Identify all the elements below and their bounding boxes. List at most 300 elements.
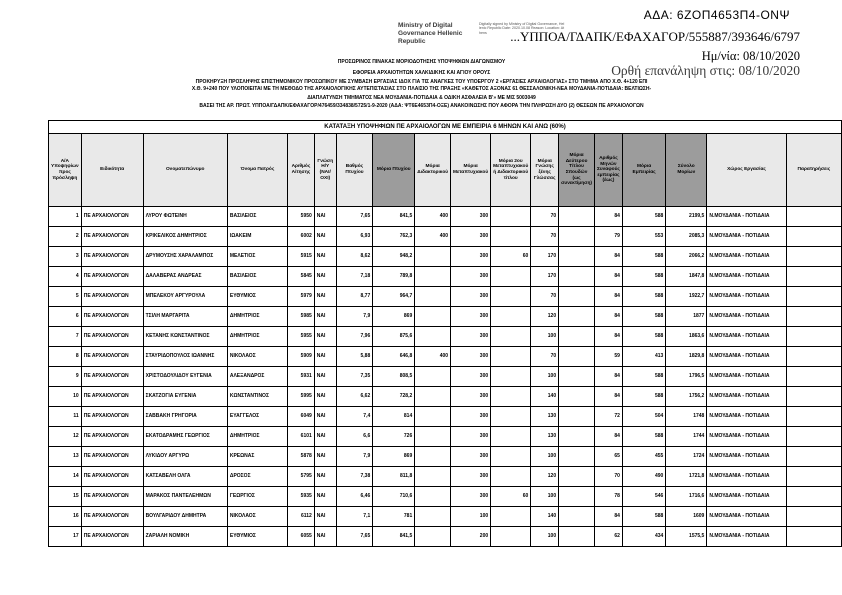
cell-work-place: Ν.ΜΟΥΔΑΝΙΑ - ΠΟΤΙΔΑΙΑ	[707, 487, 786, 507]
cell-experience-months: 78	[594, 487, 622, 507]
cell-full-name: ΧΡΙΣΤΟΔΟΥΛΙΔΟΥ ΕΥΓΕΝΙΑ	[143, 367, 227, 387]
table-row	[49, 527, 842, 547]
cell-degree-grade: 7,4	[336, 407, 373, 427]
table-row	[49, 427, 842, 447]
cell-second-degree-points	[559, 247, 595, 267]
cell-msc-points: 300	[451, 427, 491, 447]
cell-remarks	[786, 407, 841, 427]
cell-second-degree-points	[559, 307, 595, 327]
cell-degree-grade: 7,18	[336, 267, 373, 287]
cell-experience-months: 84	[594, 367, 622, 387]
cell-experience-months: 84	[594, 427, 622, 447]
cell-work-place: Ν.ΜΟΥΔΑΝΙΑ - ΠΟΤΙΔΑΙΑ	[707, 267, 786, 287]
cell-second-degree-points	[559, 207, 595, 227]
cell-aa: 6	[49, 307, 82, 327]
cell-specialty: ΠΕ ΑΡΧΑΙΟΛΟΓΩΝ	[81, 327, 143, 347]
cell-degree-points: 814	[373, 407, 415, 427]
cell-experience-points: 504	[622, 407, 665, 427]
cell-language-points: 140	[531, 507, 559, 527]
cell-phd-points	[415, 407, 451, 427]
cell-computer-skills: ΝΑΙ	[314, 387, 336, 407]
cell-father-name: ΔΗΜΗΤΡΙΟΣ	[227, 327, 287, 347]
signature-org-label: Ministry of Digital Governance Hellenic Republic	[398, 22, 463, 46]
header-cell-phd-points: Μόρια Διδακτορικού	[415, 134, 451, 207]
header-cell-work-place: Χώρος Εργασίας	[707, 134, 786, 207]
correct-repetition-line: Ορθή επανάληψη στις: 08/10/2020	[611, 63, 800, 78]
protocol-number: ...ΥΠΠΟΑ/ΓΔΑΠΚ/ΕΦΑΧΑΓΟΡ/555887/393646/6797	[510, 29, 800, 44]
signature-details: Digitally signed by Ministry of Digital Governance, Hellenic Republic Date: 2020.10.08 Reason: Location: Athens	[479, 22, 565, 35]
cell-second-msc-points	[491, 327, 531, 347]
cell-work-place: Ν.ΜΟΥΔΑΝΙΑ - ΠΟΤΙΔΑΙΑ	[707, 447, 786, 467]
cell-second-degree-points	[559, 327, 595, 347]
cell-father-name: ΒΑΣΙΛΕΙΟΣ	[227, 267, 287, 287]
cell-specialty: ΠΕ ΑΡΧΑΙΟΛΟΓΩΝ	[81, 487, 143, 507]
cell-second-degree-points	[559, 367, 595, 387]
cell-msc-points: 300	[451, 467, 491, 487]
cell-remarks	[786, 267, 841, 287]
cell-experience-points: 588	[622, 307, 665, 327]
cell-degree-points: 869	[373, 447, 415, 467]
cell-degree-grade: 7,9	[336, 447, 373, 467]
cell-father-name: ΓΕΩΡΓΙΟΣ	[227, 487, 287, 507]
cell-phd-points	[415, 427, 451, 447]
cell-total-points: 1922,7	[666, 287, 707, 307]
cell-application-no: 5935	[288, 487, 315, 507]
cell-msc-points: 300	[451, 247, 491, 267]
cell-second-degree-points	[559, 467, 595, 487]
cell-experience-points: 588	[622, 207, 665, 227]
cell-full-name: ΚΕΤΑΝΗΣ ΚΩΝΣΤΑΝΤΙΝΟΣ	[143, 327, 227, 347]
header-cell-remarks: Παρατηρήσεις	[786, 134, 841, 207]
cell-degree-grade: 7,38	[336, 467, 373, 487]
cell-experience-months: 70	[594, 467, 622, 487]
cell-msc-points: 200	[451, 527, 491, 547]
cell-specialty: ΠΕ ΑΡΧΑΙΟΛΟΓΩΝ	[81, 527, 143, 547]
cell-full-name: ΔΡΥΜΟΥΣΗΣ ΧΑΡΑΛΑΜΠΟΣ	[143, 247, 227, 267]
cell-degree-grade: 5,88	[336, 347, 373, 367]
cell-msc-points: 300	[451, 287, 491, 307]
cell-work-place: Ν.ΜΟΥΔΑΝΙΑ - ΠΟΤΙΔΑΙΑ	[707, 387, 786, 407]
table-row	[49, 367, 842, 387]
cell-second-msc-points	[491, 287, 531, 307]
table-row	[49, 507, 842, 527]
cell-computer-skills: ΝΑΙ	[314, 467, 336, 487]
cell-work-place: Ν.ΜΟΥΔΑΝΙΑ - ΠΟΤΙΔΑΙΑ	[707, 527, 786, 547]
cell-msc-points: 300	[451, 367, 491, 387]
cell-degree-grade: 7,65	[336, 527, 373, 547]
cell-degree-grade: 7,1	[336, 507, 373, 527]
cell-phd-points	[415, 267, 451, 287]
cell-aa: 11	[49, 407, 82, 427]
cell-total-points: 1829,8	[666, 347, 707, 367]
cell-second-msc-points	[491, 367, 531, 387]
cell-phd-points	[415, 247, 451, 267]
table-row	[49, 447, 842, 467]
document-title: ΠΡΟΣΩΡΙΝΟΣ ΠΙΝΑΚΑΣ ΜΟΡΙΟΔΟΤΗΣΗΣ ΥΠΟΨΗΦΙΩΝ ΔΙΑΓΩΝΙΣΜΟΥ	[337, 59, 506, 65]
cell-degree-points: 948,2	[373, 247, 415, 267]
cell-aa: 8	[49, 347, 82, 367]
cell-second-degree-points	[559, 227, 595, 247]
cell-second-msc-points	[491, 387, 531, 407]
cell-father-name: ΑΛΕΞΑΝΔΡΟΣ	[227, 367, 287, 387]
cell-msc-points: 300	[451, 407, 491, 427]
cell-phd-points	[415, 487, 451, 507]
announcement-line-2: Χ.Θ. 9+240 ΠΟΥ ΥΛΟΠΟΙΕΙΤΑΙ ΜΕ ΤΗ ΜΕΘΟΔΟ ΤΗΣ ΑΡΧΑΙΟΛΟΓΙΚΗΣ ΑΥΤΕΠΙΣΤΑΣΙΑΣ ΣΤΟ ΠΛΑΙΣΙΟ ΤΗΣ ΠΡΑΞΗΣ «ΚΑΘΕΤΟΣ ΑΞΟΝΑΣ 61 ΘΕΣΣΑΛΟΝΙΚΗ-ΝΕΑ ΜΟΥΔΑΝΙΑ-ΠΟΤΙΔΑΙΑ: ΒΕΛΤΙΩΣΗ-	[191, 86, 652, 92]
cell-remarks	[786, 487, 841, 507]
cell-second-msc-points	[491, 527, 531, 547]
cell-full-name: ΣΤΑΥΡΙΔΟΠΟΥΛΟΣ ΙΩΑΝΝΗΣ	[143, 347, 227, 367]
cell-aa: 1	[49, 207, 82, 227]
cell-language-points: 140	[531, 387, 559, 407]
header-cell-msc-points: Μόρια Μεταπτυχιακού	[451, 134, 491, 207]
cell-aa: 10	[49, 387, 82, 407]
header-cell-specialty: Ειδικότητα	[81, 134, 143, 207]
cell-total-points: 1744	[666, 427, 707, 447]
cell-application-no: 5995	[288, 387, 315, 407]
cell-aa: 17	[49, 527, 82, 547]
cell-father-name: ΚΡΕΩΝΑΣ	[227, 447, 287, 467]
cell-application-no: 5979	[288, 287, 315, 307]
cell-full-name: ΣΑΒΒΑΚΗ ΓΡΗΓΟΡΙΑ	[143, 407, 227, 427]
cell-computer-skills: ΝΑΙ	[314, 267, 336, 287]
cell-computer-skills: ΝΑΙ	[314, 287, 336, 307]
table-row	[49, 207, 842, 227]
cell-degree-points: 726	[373, 427, 415, 447]
cell-second-msc-points	[491, 227, 531, 247]
cell-work-place: Ν.ΜΟΥΔΑΝΙΑ - ΠΟΤΙΔΑΙΑ	[707, 427, 786, 447]
cell-application-no: 6101	[288, 427, 315, 447]
cell-work-place: Ν.ΜΟΥΔΑΝΙΑ - ΠΟΤΙΔΑΙΑ	[707, 327, 786, 347]
table-row	[49, 467, 842, 487]
cell-msc-points: 300	[451, 307, 491, 327]
cell-total-points: 1724	[666, 447, 707, 467]
cell-degree-grade: 8,62	[336, 247, 373, 267]
cell-computer-skills: ΝΑΙ	[314, 307, 336, 327]
cell-degree-points: 789,8	[373, 267, 415, 287]
cell-degree-points: 728,2	[373, 387, 415, 407]
cell-application-no: 6049	[288, 407, 315, 427]
cell-specialty: ΠΕ ΑΡΧΑΙΟΛΟΓΩΝ	[81, 467, 143, 487]
cell-second-degree-points	[559, 347, 595, 367]
cell-aa: 9	[49, 367, 82, 387]
cell-degree-grade: 6,46	[336, 487, 373, 507]
cell-computer-skills: ΝΑΙ	[314, 407, 336, 427]
cell-degree-points: 841,5	[373, 207, 415, 227]
cell-remarks	[786, 227, 841, 247]
header-cell-computer-skills: Γνώση Η/Υ (ΝΑΙ/ΟΧΙ)	[314, 134, 336, 207]
ephorate-name: ΕΦΟΡΕΙΑ ΑΡΧΑΙΟΤΗΤΩΝ ΧΑΛΚΙΔΙΚΗΣ ΚΑΙ ΑΓΙΟΥ ΟΡΟΥΣ	[352, 70, 491, 76]
cell-work-place: Ν.ΜΟΥΔΑΝΙΑ - ΠΟΤΙΔΑΙΑ	[707, 207, 786, 227]
cell-specialty: ΠΕ ΑΡΧΑΙΟΛΟΓΩΝ	[81, 247, 143, 267]
cell-degree-points: 781	[373, 507, 415, 527]
cell-language-points: 120	[531, 307, 559, 327]
cell-experience-points: 588	[622, 287, 665, 307]
header-cell-second-degree-points: Μόρια Δεύτερου Τίτλου Σπουδών (ως συνεκτίμηση)	[559, 134, 595, 207]
cell-language-points: 100	[531, 527, 559, 547]
cell-second-msc-points	[491, 427, 531, 447]
cell-experience-months: 65	[594, 447, 622, 467]
cell-application-no: 5878	[288, 447, 315, 467]
cell-experience-months: 84	[594, 247, 622, 267]
cell-language-points: 130	[531, 427, 559, 447]
cell-second-msc-points	[491, 447, 531, 467]
cell-application-no: 5931	[288, 367, 315, 387]
cell-language-points: 70	[531, 207, 559, 227]
ranking-table	[48, 120, 842, 547]
cell-experience-months: 59	[594, 347, 622, 367]
header-cell-experience-points: Μόρια Εμπειρίας	[622, 134, 665, 207]
header-cell-father-name: Όνομα Πατρός	[227, 134, 287, 207]
cell-second-msc-points	[491, 467, 531, 487]
cell-msc-points: 300	[451, 227, 491, 247]
cell-aa: 12	[49, 427, 82, 447]
cell-remarks	[786, 287, 841, 307]
cell-phd-points	[415, 447, 451, 467]
cell-total-points: 1609	[666, 507, 707, 527]
cell-specialty: ΠΕ ΑΡΧΑΙΟΛΟΓΩΝ	[81, 407, 143, 427]
cell-language-points: 120	[531, 467, 559, 487]
cell-second-degree-points	[559, 287, 595, 307]
cell-second-degree-points	[559, 507, 595, 527]
cell-full-name: ΣΚΑΤΖΟΓΙΑ ΕΥΓΕΝΙΑ	[143, 387, 227, 407]
cell-experience-points: 588	[622, 387, 665, 407]
cell-father-name: ΔΡΟΣΟΣ	[227, 467, 287, 487]
cell-computer-skills: ΝΑΙ	[314, 207, 336, 227]
cell-full-name: ΚΑΤΣΑΒΕΛΗ ΟΛΓΑ	[143, 467, 227, 487]
cell-total-points: 1847,8	[666, 267, 707, 287]
cell-father-name: ΔΗΜΗΤΡΙΟΣ	[227, 427, 287, 447]
cell-second-msc-points	[491, 267, 531, 287]
cell-language-points: 100	[531, 327, 559, 347]
cell-application-no: 5845	[288, 267, 315, 287]
header-cell-total-points: Σύνολο Μορίων	[666, 134, 707, 207]
cell-father-name: ΕΥΘΥΜΙΟΣ	[227, 287, 287, 307]
cell-experience-points: 588	[622, 367, 665, 387]
cell-phd-points: 400	[415, 347, 451, 367]
cell-phd-points	[415, 307, 451, 327]
cell-second-msc-points	[491, 207, 531, 227]
cell-computer-skills: ΝΑΙ	[314, 227, 336, 247]
table-row	[49, 407, 842, 427]
cell-msc-points: 100	[451, 507, 491, 527]
cell-experience-points: 413	[622, 347, 665, 367]
cell-application-no: 5909	[288, 347, 315, 367]
cell-experience-points: 490	[622, 467, 665, 487]
table-row	[49, 287, 842, 307]
table-row	[49, 247, 842, 267]
cell-total-points: 1863,6	[666, 327, 707, 347]
cell-experience-months: 84	[594, 287, 622, 307]
cell-degree-grade: 6,62	[336, 387, 373, 407]
cell-remarks	[786, 507, 841, 527]
cell-specialty: ΠΕ ΑΡΧΑΙΟΛΟΓΩΝ	[81, 387, 143, 407]
cell-specialty: ΠΕ ΑΡΧΑΙΟΛΟΓΩΝ	[81, 267, 143, 287]
cell-msc-points: 300	[451, 347, 491, 367]
cell-specialty: ΠΕ ΑΡΧΑΙΟΛΟΓΩΝ	[81, 507, 143, 527]
cell-phd-points	[415, 367, 451, 387]
cell-degree-grade: 7,65	[336, 207, 373, 227]
cell-work-place: Ν.ΜΟΥΔΑΝΙΑ - ΠΟΤΙΔΑΙΑ	[707, 247, 786, 267]
cell-msc-points: 300	[451, 387, 491, 407]
cell-experience-points: 588	[622, 427, 665, 447]
cell-father-name: ΕΥΘΥΜΙΟΣ	[227, 527, 287, 547]
cell-application-no: 6112	[288, 507, 315, 527]
cell-second-msc-points: 60	[491, 487, 531, 507]
cell-language-points: 100	[531, 447, 559, 467]
cell-remarks	[786, 347, 841, 367]
table-row	[49, 267, 842, 287]
cell-specialty: ΠΕ ΑΡΧΑΙΟΛΟΓΩΝ	[81, 307, 143, 327]
cell-specialty: ΠΕ ΑΡΧΑΙΟΛΟΓΩΝ	[81, 287, 143, 307]
header-cell-application-no: Αριθμός Αίτησης	[288, 134, 315, 207]
table-row	[49, 327, 842, 347]
header-cell-second-msc-points: Μόρια 2ου Μεταπτυχιακού ή Διδακτορικού τίτλου	[491, 134, 531, 207]
cell-language-points: 170	[531, 267, 559, 287]
cell-remarks	[786, 467, 841, 487]
cell-experience-months: 79	[594, 227, 622, 247]
cell-msc-points: 300	[451, 267, 491, 287]
cell-aa: 2	[49, 227, 82, 247]
cell-computer-skills: ΝΑΙ	[314, 507, 336, 527]
cell-experience-points: 434	[622, 527, 665, 547]
cell-total-points: 1721,8	[666, 467, 707, 487]
cell-total-points: 2199,5	[666, 207, 707, 227]
cell-work-place: Ν.ΜΟΥΔΑΝΙΑ - ΠΟΤΙΔΑΙΑ	[707, 467, 786, 487]
header-cell-degree-grade: Βαθμός Πτυχίου	[336, 134, 373, 207]
cell-experience-points: 455	[622, 447, 665, 467]
cell-experience-months: 84	[594, 207, 622, 227]
cell-remarks	[786, 207, 841, 227]
cell-experience-months: 84	[594, 267, 622, 287]
cell-experience-points: 588	[622, 507, 665, 527]
cell-work-place: Ν.ΜΟΥΔΑΝΙΑ - ΠΟΤΙΔΑΙΑ	[707, 367, 786, 387]
cell-phd-points: 400	[415, 227, 451, 247]
cell-full-name: ΜΑΡΑΚΟΣ ΠΑΝΤΕΛΕΗΜΩΝ	[143, 487, 227, 507]
cell-language-points: 70	[531, 287, 559, 307]
cell-msc-points: 300	[451, 447, 491, 467]
ada-code: ΑΔΑ: 6ZΟΠ4653Π4-ΟΝΨ	[643, 8, 790, 22]
cell-degree-points: 869	[373, 307, 415, 327]
cell-aa: 4	[49, 267, 82, 287]
cell-computer-skills: ΝΑΙ	[314, 487, 336, 507]
cell-application-no: 5950	[288, 207, 315, 227]
cell-aa: 13	[49, 447, 82, 467]
cell-degree-points: 875,6	[373, 327, 415, 347]
cell-experience-points: 588	[622, 327, 665, 347]
cell-computer-skills: ΝΑΙ	[314, 347, 336, 367]
cell-aa: 3	[49, 247, 82, 267]
cell-father-name: ΜΕΛΕΤΙΟΣ	[227, 247, 287, 267]
cell-father-name: ΚΩΝΣΤΑΝΤΙΝΟΣ	[227, 387, 287, 407]
cell-aa: 16	[49, 507, 82, 527]
ranking-table-head	[49, 121, 842, 207]
cell-total-points: 1877	[666, 307, 707, 327]
cell-degree-points: 710,6	[373, 487, 415, 507]
cell-language-points: 100	[531, 367, 559, 387]
cell-language-points: 70	[531, 347, 559, 367]
cell-father-name: ΝΙΚΟΛΑΟΣ	[227, 347, 287, 367]
cell-aa: 14	[49, 467, 82, 487]
cell-computer-skills: ΝΑΙ	[314, 327, 336, 347]
cell-computer-skills: ΝΑΙ	[314, 427, 336, 447]
cell-remarks	[786, 387, 841, 407]
cell-application-no: 5915	[288, 247, 315, 267]
announcement-line-4: ΒΑΣΕΙ ΤΗΣ ΑΡ. ΠΡΩΤ. ΥΠΠΟΑ/ΓΔΑΠΚ/ΕΦΑΧΑΓΟΡ/476459/334838/5725/1-9-2020 (ΑΔΑ: ΨΤ6Ε4653Π4-ΟΞΕ) ΑΝΑΚΟΙΝΩΣΗΣ ΠΟΥ ΑΦΟΡΑ ΤΗΝ ΠΛΗΡΩΣΗ ΔΥΟ (2) ΘΕΣΕΩΝ ΠΕ ΑΡΧΑΙΟΛΟΓΩΝ	[199, 103, 644, 109]
cell-second-degree-points	[559, 527, 595, 547]
cell-specialty: ΠΕ ΑΡΧΑΙΟΛΟΓΩΝ	[81, 207, 143, 227]
cell-work-place: Ν.ΜΟΥΔΑΝΙΑ - ΠΟΤΙΔΑΙΑ	[707, 287, 786, 307]
cell-work-place: Ν.ΜΟΥΔΑΝΙΑ - ΠΟΤΙΔΑΙΑ	[707, 227, 786, 247]
cell-specialty: ΠΕ ΑΡΧΑΙΟΛΟΓΩΝ	[81, 427, 143, 447]
cell-degree-points: 762,3	[373, 227, 415, 247]
cell-experience-months: 84	[594, 327, 622, 347]
cell-second-degree-points	[559, 427, 595, 447]
cell-application-no: 5795	[288, 467, 315, 487]
cell-second-msc-points	[491, 507, 531, 527]
cell-work-place: Ν.ΜΟΥΔΑΝΙΑ - ΠΟΤΙΔΑΙΑ	[707, 407, 786, 427]
cell-degree-grade: 7,96	[336, 327, 373, 347]
cell-language-points: 100	[531, 487, 559, 507]
cell-experience-months: 84	[594, 387, 622, 407]
table-row	[49, 387, 842, 407]
table-row	[49, 487, 842, 507]
cell-aa: 5	[49, 287, 82, 307]
cell-remarks	[786, 327, 841, 347]
cell-experience-months: 84	[594, 307, 622, 327]
cell-second-msc-points	[491, 307, 531, 327]
cell-total-points: 2085,3	[666, 227, 707, 247]
cell-father-name: ΒΑΣΙΛΕΙΟΣ	[227, 207, 287, 227]
table-title: ΚΑΤΑΤΑΞΗ ΥΠΟΨΗΦΙΩΝ ΠΕ ΑΡΧΑΙΟΛΟΓΩΝ ΜΕ ΕΜΠΕΙΡΙΑ 6 ΜΗΝΩΝ ΚΑΙ ΑΝΩ (60%)	[49, 121, 842, 134]
cell-computer-skills: ΝΑΙ	[314, 447, 336, 467]
header-cell-language-points: Μόρια Γνώσης ξένης Γλώσσας	[531, 134, 559, 207]
cell-computer-skills: ΝΑΙ	[314, 367, 336, 387]
cell-degree-points: 811,8	[373, 467, 415, 487]
cell-full-name: ΜΠΕΛΕΚΟΥ ΑΡΓΥΡΟΥΛΑ	[143, 287, 227, 307]
cell-remarks	[786, 367, 841, 387]
cell-msc-points: 300	[451, 487, 491, 507]
cell-total-points: 1716,6	[666, 487, 707, 507]
cell-application-no: 5985	[288, 307, 315, 327]
cell-total-points: 1748	[666, 407, 707, 427]
cell-father-name: ΕΥΑΓΓΕΛΟΣ	[227, 407, 287, 427]
cell-second-degree-points	[559, 487, 595, 507]
cell-total-points: 1756,2	[666, 387, 707, 407]
ranking-table-body	[49, 207, 842, 547]
cell-full-name: ΕΚΑΤΟΔΡΑΜΗΣ ΓΕΩΡΓΙΟΣ	[143, 427, 227, 447]
table-row	[49, 227, 842, 247]
cell-experience-points: 588	[622, 267, 665, 287]
cell-second-degree-points	[559, 447, 595, 467]
date-line: Ημ/νία: 08/10/2020	[701, 49, 800, 63]
cell-phd-points	[415, 287, 451, 307]
header-cell-aa: Α/Α Υποψηφίων προς πρόσληψη	[49, 134, 82, 207]
cell-phd-points	[415, 327, 451, 347]
cell-total-points: 1575,5	[666, 527, 707, 547]
cell-full-name: ΚΡΙΚΕΛΙΚΟΣ ΔΗΜΗΤΡΙΟΣ	[143, 227, 227, 247]
announcement-line-3: ΔΙΑΠΛΑΤΥΝΣΗ ΤΜΗΜΑΤΟΣ ΝΕΑ ΜΟΥΔΑΝΙΑ-ΠΟΤΙΔΑΙΑ & ΟΔΙΚΗ ΑΣΦΑΛΕΙΑ Β'» ΜΕ ΜΙΣ 5003049	[307, 95, 536, 101]
announcement-line-1: ΠΡΟΚΗΡΥΞΗ ΠΡΟΣΛΗΨΗΣ ΕΠΙΣΤΗΜΟΝΙΚΟΥ ΠΡΟΣΩΠΙΚΟΥ ΜΕ ΣΥΜΒΑΣΗ ΕΡΓΑΣΙΑΣ ΙΔΟΧ ΓΙΑ ΤΙΣ ΑΝΑΓΚΕΣ ΤΟΥ ΥΠΟΕΡΓΟΥ 2 «ΕΡΓΑΣΙΕΣ ΑΡΧΑΙΟΛΟΓΙΑΣ» ΣΤΟ ΤΜΗΜΑ ΑΠΟ Χ.Θ. 4+120 ΕΠΙ	[195, 79, 648, 85]
cell-total-points: 1796,5	[666, 367, 707, 387]
cell-phd-points	[415, 467, 451, 487]
cell-second-degree-points	[559, 407, 595, 427]
cell-degree-points: 808,5	[373, 367, 415, 387]
cell-remarks	[786, 447, 841, 467]
table-row	[49, 307, 842, 327]
cell-full-name: ΖΑΡΙΑΛΗ ΝΟΜΙΚΗ	[143, 527, 227, 547]
header-cell-degree-points: Μόρια Πτυχίου	[373, 134, 415, 207]
cell-second-degree-points	[559, 387, 595, 407]
